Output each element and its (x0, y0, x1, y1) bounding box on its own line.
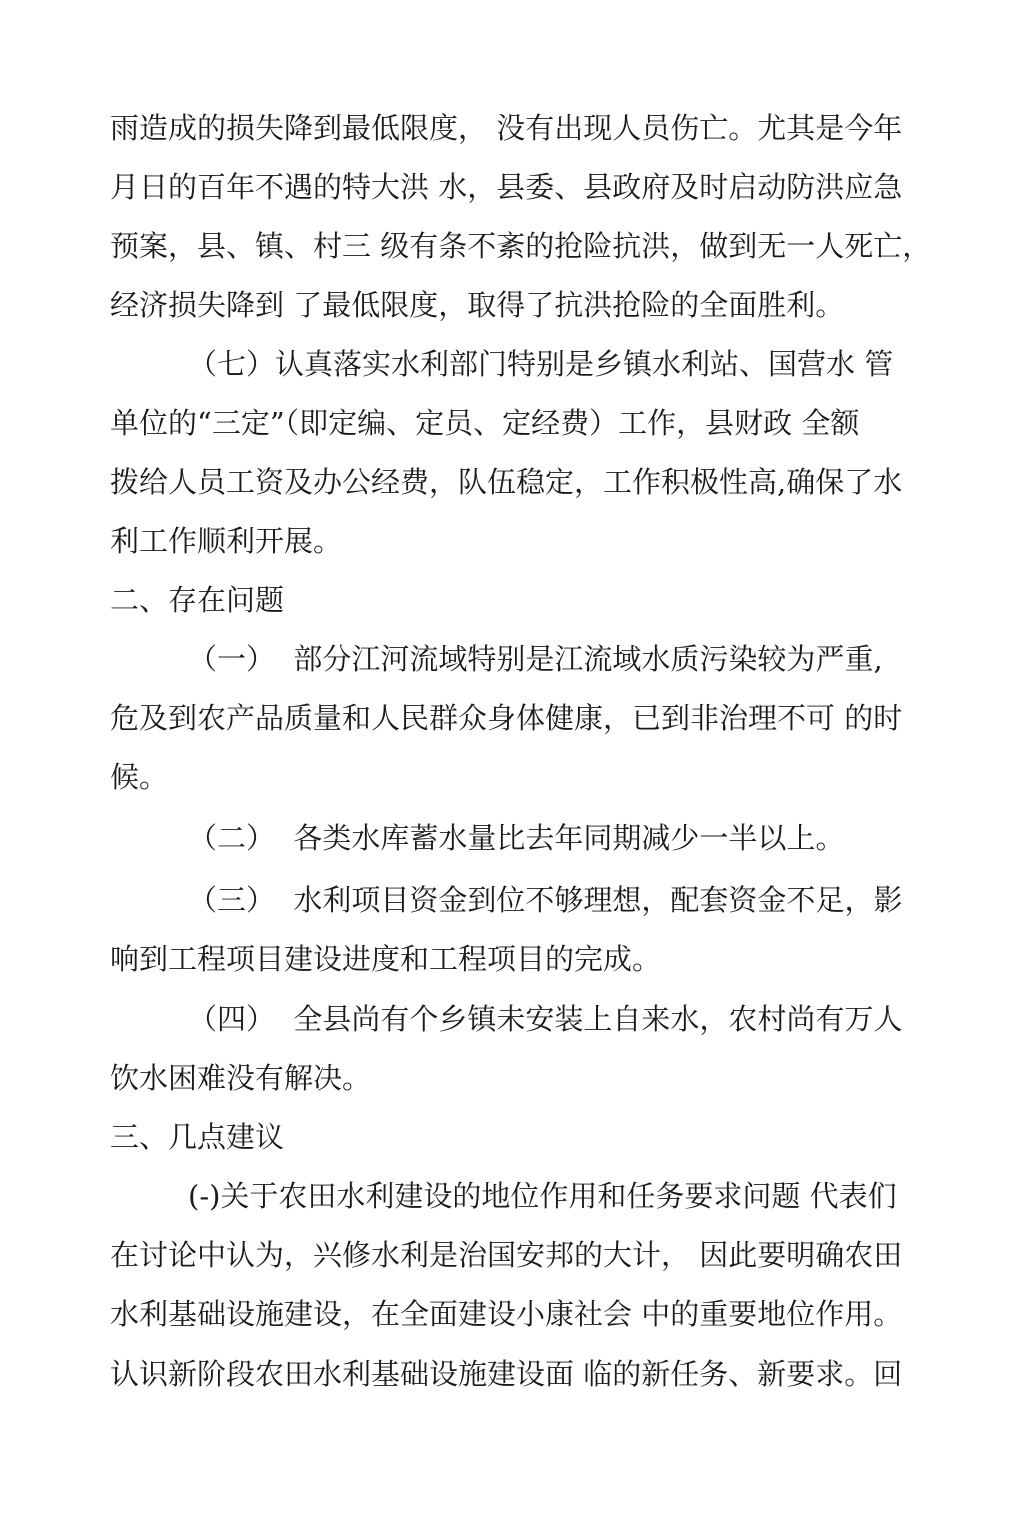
text-line: 雨造成的损失降到最低限度， 没有出现人员伤亡。尤其是今年 (110, 111, 903, 145)
section-heading: 二、存在问题 (110, 583, 285, 617)
text-line: 单位的“三定”（即定编、定员、定经费）工作，县财政 全额 (110, 406, 860, 440)
text-line: 响到工程项目建设进度和工程项目的完成。 (110, 942, 662, 976)
section-heading: 三、几点建议 (110, 1120, 285, 1154)
text-line: 利工作顺利开展。 (110, 524, 343, 558)
text-line: 经济损失降到 了最低限度，取得了抗洪抢险的全面胜利。 (110, 288, 845, 322)
text-line: (-)关于农田水利建设的地位作用和任务要求问题 代表们 (188, 1179, 897, 1213)
text-line: 拨给人员工资及办公经费，队伍稳定，工作积极性高,确保了水 (110, 465, 903, 499)
text-line: 预案，县、镇、村三 级有条不紊的抢险抗洪，做到无一人死亡， (110, 229, 932, 263)
text-line: 在讨论中认为，兴修水利是治国安邦的大计， 因此要明确农田 (110, 1238, 903, 1272)
text-line: 饮水困难没有解决。 (110, 1061, 372, 1095)
text-line: 认识新阶段农田水利基础设施建设面 临的新任务、新要求。回 (110, 1357, 903, 1391)
text-line: 月日的百年不遇的特大洪 水，县委、县政府及时启动防洪应急 (110, 170, 903, 204)
text-line: （二） 各类水库蓄水量比去年同期减少一半以上。 (188, 821, 845, 855)
text-line: （一） 部分江河流域特别是江流域水质污染较为严重, (188, 642, 883, 676)
text-line: （四） 全县尚有个乡镇未安装上自来水，农村尚有万人 (188, 1002, 903, 1036)
text-line: （七）认真落实水利部门特别是乡镇水利站、国营水 管 (188, 347, 894, 381)
text-line: （三） 水利项目资金到位不够理想，配套资金不足，影 (188, 883, 903, 917)
text-line: 候。 (110, 760, 169, 794)
text-line: 危及到农产品质量和人民群众身体健康，已到非治理不可 的时 (110, 701, 903, 735)
text-line: 水利基础设施建设，在全面建设小康社会 中的重要地位作用。 (110, 1297, 903, 1331)
